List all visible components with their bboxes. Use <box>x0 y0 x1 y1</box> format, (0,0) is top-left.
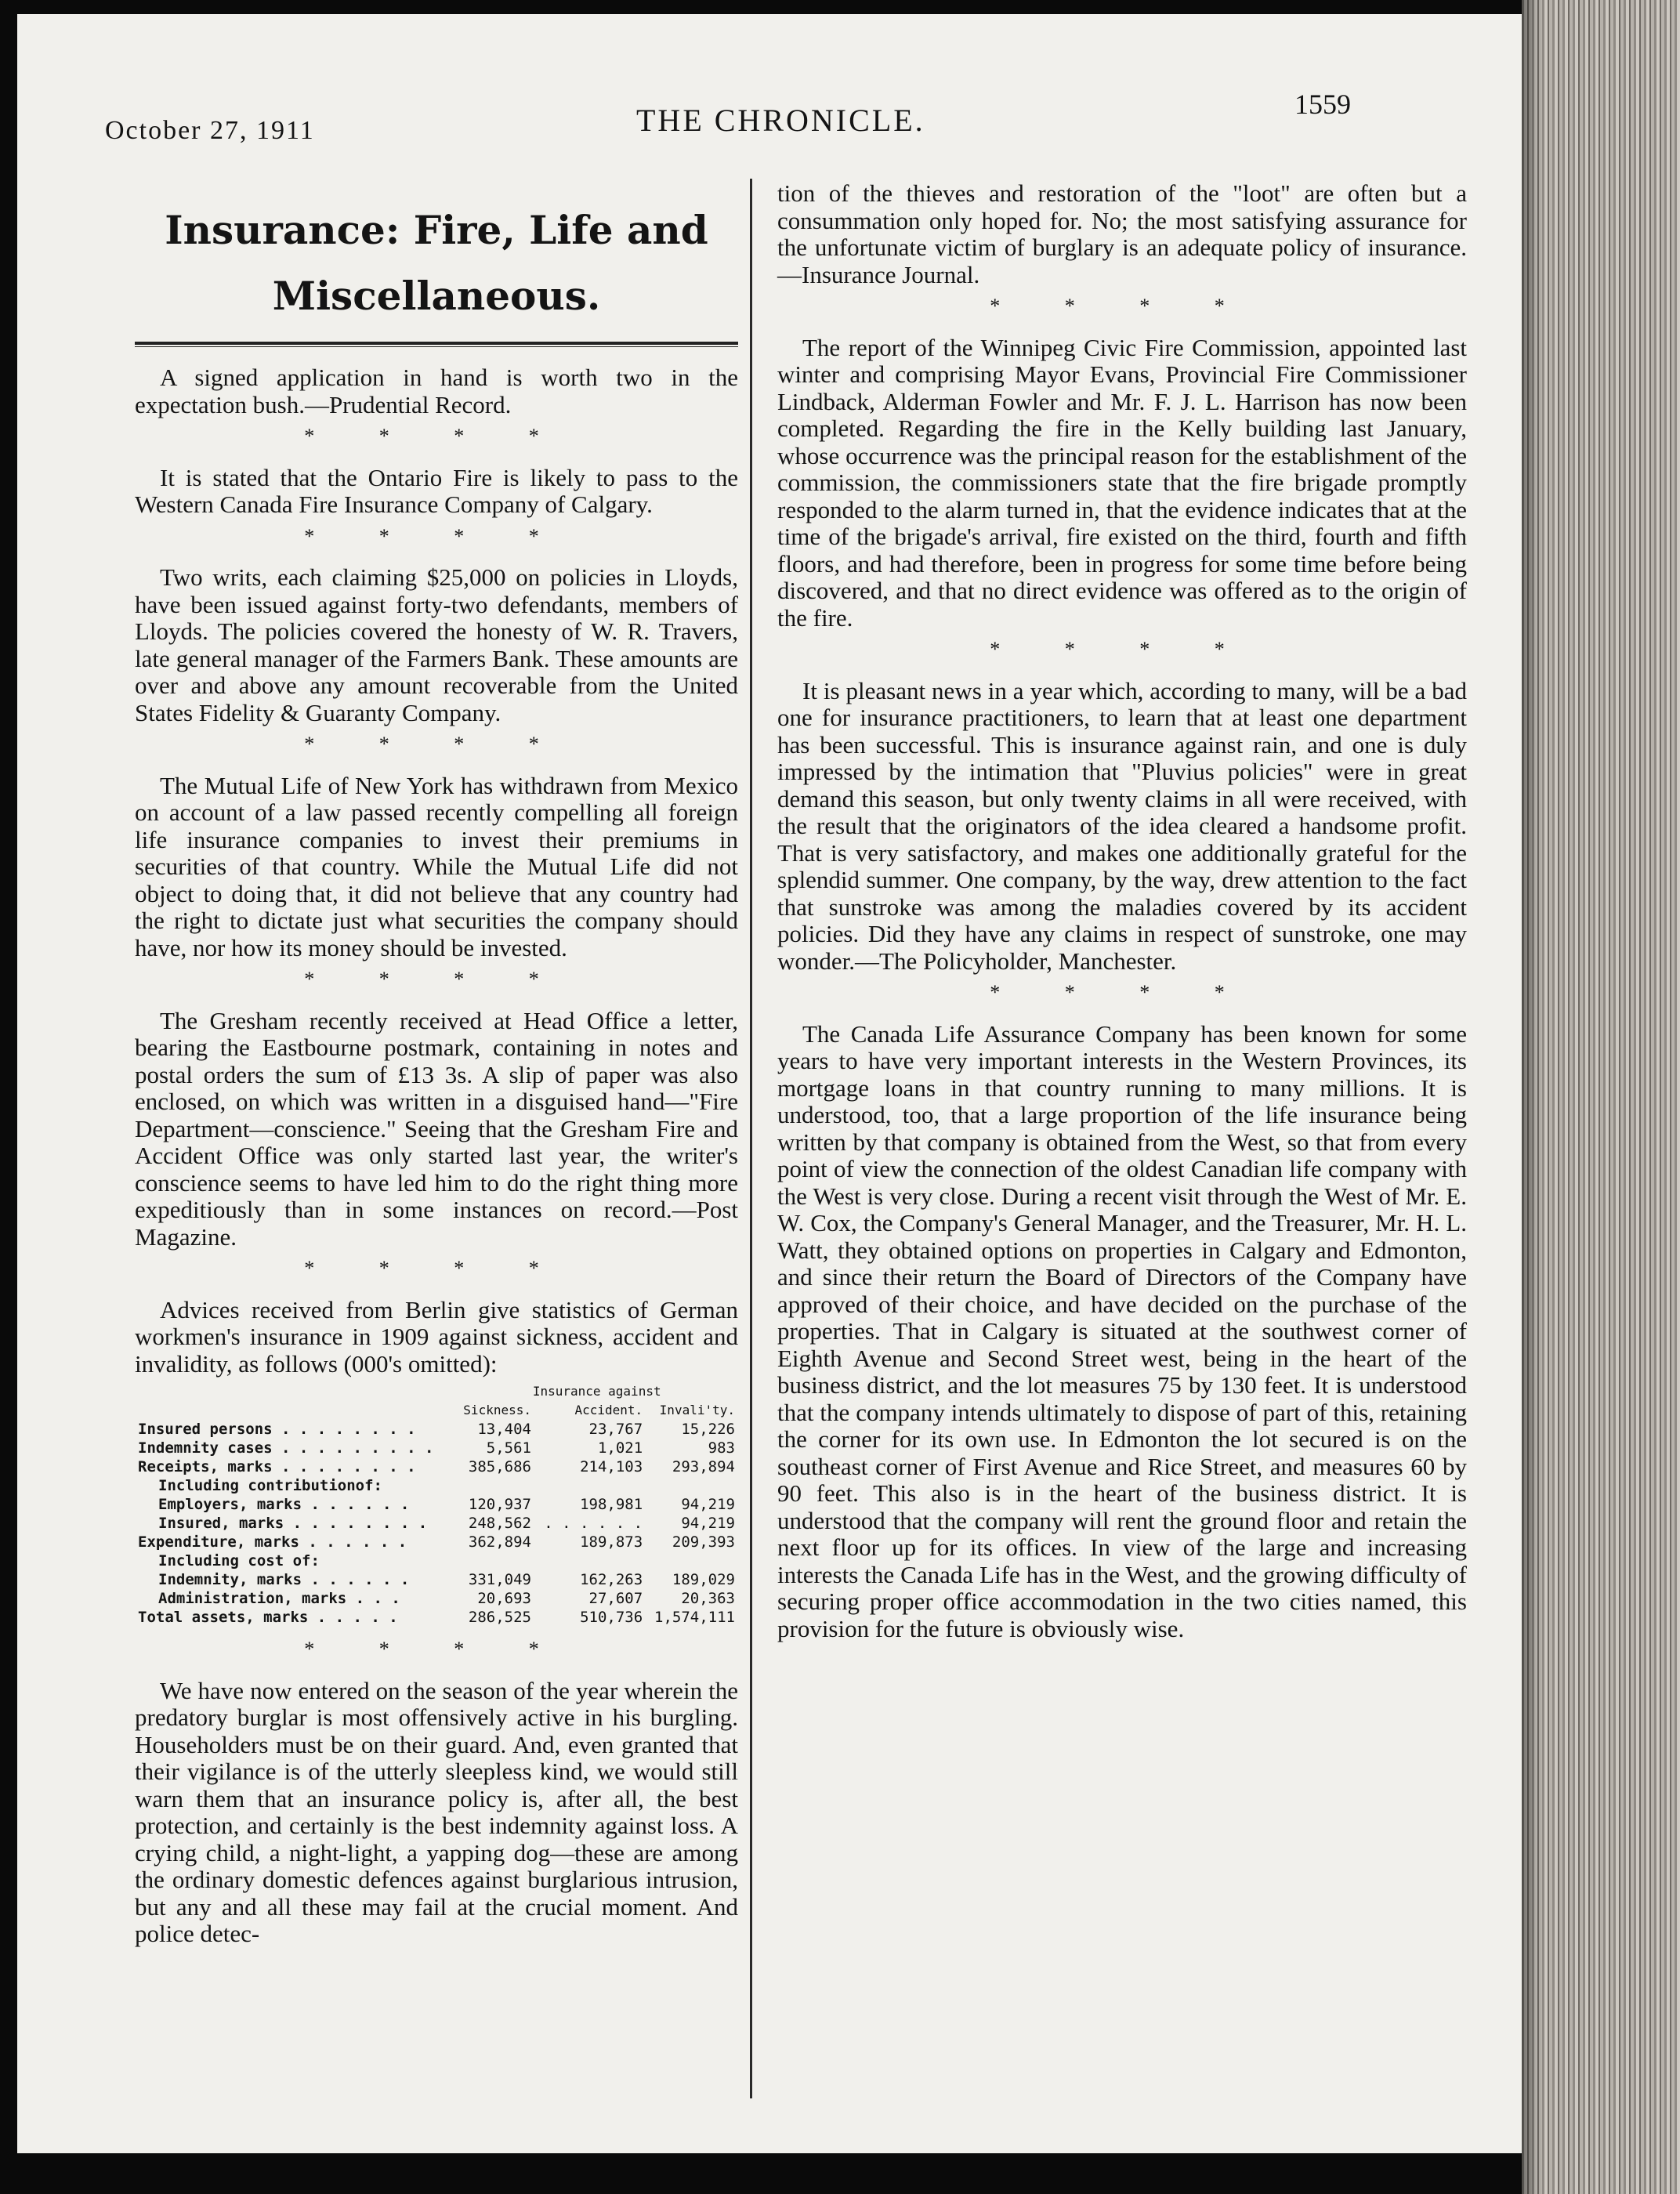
cell-accident: 162,263 <box>580 1571 643 1588</box>
cell-invalidity: 94,219 <box>681 1515 735 1532</box>
cell-sickness: 120,937 <box>468 1496 531 1513</box>
cell-invalidity: 94,219 <box>681 1496 735 1513</box>
article-winnipeg-commission: The report of the Winnipeg Civic Fire Commission, appointed last winter and comprising Mayor Evans, Provincial Fire Commissioner Lindback, Alderman Fowler and Mr. F. J. L. Harrison has now been completed. Regarding the fire in the Kelly building last January, whose occurrence was the principal reason for the establishment of the commission, the commissioners state that the fire brigade promptly responded to the alarm turned in, that the evidence indicates that at the time of the brigade's arrival, fire existed on the third, fourth and fifth floors, and had therefore, been in progress for some time before being discovered, and that no direct evidence was offered as to the origin of the fire. <box>777 333 1467 632</box>
table-row <box>135 1570 738 1589</box>
column-header-sickness: Sickness. <box>463 1403 531 1417</box>
title-rule-thin <box>135 346 738 347</box>
row-label: Administration, marks . . . <box>158 1590 400 1607</box>
table-row <box>135 1608 738 1627</box>
cell-sickness: 248,562 <box>468 1515 531 1532</box>
table-row <box>135 1476 738 1495</box>
table-row <box>135 1589 738 1608</box>
table-group-header: Insurance against <box>532 1384 661 1399</box>
insurance-statistics-table <box>135 1382 738 1627</box>
cell-accident: 214,103 <box>580 1458 643 1475</box>
cell-invalidity <box>646 1551 738 1570</box>
row-label: Insured persons . . . . . . . . <box>138 1421 416 1438</box>
row-label: Indemnity cases . . . . . . . . . <box>138 1439 434 1457</box>
table-row <box>135 1457 738 1476</box>
cell-invalidity: 209,393 <box>672 1533 735 1551</box>
row-label: Employers, marks . . . . . . <box>158 1496 410 1513</box>
table-row <box>135 1514 738 1533</box>
separator-stars: * * * * <box>304 733 569 755</box>
cell-accident: 189,873 <box>580 1533 643 1551</box>
cell-accident: 23,767 <box>588 1421 643 1438</box>
section-title-line1: Insurance: Fire, Life and <box>165 207 708 253</box>
row-label: Expenditure, marks . . . . . . <box>138 1533 407 1551</box>
row-label: Receipts, marks . . . . . . . . <box>138 1458 416 1475</box>
table-group-header-row <box>135 1382 738 1401</box>
cell-sickness: 5,561 <box>486 1439 531 1457</box>
article-canada-life: The Canada Life Assurance Company has been known for some years to have very important interests in the Western Provinces, its mortgage loans in that country running to many millions. It is understood, too, that a large proportion of the life insurance being written by that company is obtained from the West, so that from every point of view the connection of the oldest Canadian life company with the West is very close. During a recent visit through the West of Mr. E. W. Cox, the Company's General Manager, and the Treasurer, Mr. H. L. Watt, they obtained options on properties in Calgary and Edmonton, and since their return the Board of Directors of the Company have approved of their choice, and have decided on the purchase of the properties. That in Calgary is situated at the southwest corner of Eighth Avenue and Second Street west, being in the heart of the business district, and the lot measures 75 by 130 feet. It is understood that the company intends ultimately to dispose of part of this, retaining the corner for its own use. In Edmonton the lot secured is on the southeast corner of First Avenue and Rice Street, and measures 60 by 90 feet. This also is in the heart of the business district. It is understood that the company will rent the ground floor and retain the next floor up for its offices. In view of the large and increasing interests the Canada Life has in the West, and the growing difficulty of securing proper office accommodation in the two cities named, this provision for the future is obviously wise. <box>777 1019 1467 1642</box>
publication-title: THE CHRONICLE. <box>636 103 925 138</box>
column-divider <box>750 179 752 2098</box>
article-rain-insurance: It is pleasant news in a year which, according to many, will be a bad one for insurance practitioners, to learn that at least one department has been successful. This is insurance against rain, and one is duly impressed by the intimation that "Pluvius policies" were in great demand this season, but only twenty claims in all were received, with the result that the originators of the idea cleared a handsome profit. That is very satisfactory, and makes one additionally grateful for the splendid summer. One company, by the way, drew attention to the fact that sunstroke was among the maladies covered by its accident policies. Did they have any claims in respect of sunstroke, one may wonder.—The Policyholder, Manchester. <box>777 676 1467 975</box>
cell-accident: 27,607 <box>588 1590 643 1607</box>
article-burglary-continued: tion of the thieves and restoration of the "loot" are often but a consummation only hoped for. No; the most satisfying assurance for the unfortunate victim of burglary is an adequate policy of insurance.—Insurance Journal. <box>777 179 1467 288</box>
column-header-invalidity: Invali'ty. <box>659 1403 735 1417</box>
row-label: Indemnity, marks . . . . . . <box>158 1571 410 1588</box>
separator-stars: * * * * <box>304 524 569 548</box>
cell-sickness: 385,686 <box>468 1458 531 1475</box>
article-prudential: A signed application in hand is worth two in the expectation bush.—Prudential Record. <box>135 364 738 418</box>
cell-accident: 198,981 <box>580 1496 643 1513</box>
cell-accident <box>534 1551 646 1570</box>
cell-sickness: 13,404 <box>477 1421 531 1438</box>
page <box>17 14 1522 2153</box>
cell-accident: 1,021 <box>597 1439 643 1457</box>
right-column <box>777 180 1467 1647</box>
section-title-line2: Miscellaneous. <box>272 273 601 319</box>
cell-invalidity: 983 <box>708 1439 735 1457</box>
row-label: Including contributionof: <box>158 1477 382 1494</box>
separator-stars: * * * * <box>990 638 1255 661</box>
binding-shadow <box>1522 0 1542 2194</box>
section-title <box>135 197 738 329</box>
table-row <box>135 1439 738 1457</box>
separator-stars: * * * * <box>304 425 569 447</box>
issue-date: October 27, 1911 <box>105 116 315 145</box>
cell-invalidity: 1,574,111 <box>654 1609 735 1626</box>
cell-sickness: 286,525 <box>468 1609 531 1626</box>
cell-sickness <box>455 1476 534 1495</box>
row-label: Including cost of: <box>158 1552 320 1569</box>
left-column <box>135 191 738 1953</box>
page-number: 1559 <box>1294 89 1351 120</box>
separator-stars: * * * * <box>304 1257 569 1280</box>
article-ontario-fire: It is stated that the Ontario Fire is likely to pass to the Western Canada Fire Insurance Company of Calgary. <box>135 463 738 518</box>
cell-invalidity: 293,894 <box>672 1458 735 1475</box>
separator-stars: * * * * <box>990 981 1255 1004</box>
title-rule <box>135 342 738 345</box>
article-burglary: We have now entered on the season of the year wherein the predatory burglar is most offensively active in his burgling. Householders must be on their guard. And, even granted that their vigilance is of the utterly sleepless kind, we would still warn them that an insurance policy is, after all, the best protection, and certainly is the best indemnity against loss. A crying child, a night-light, a yapping dog—these are among the ordinary domestic defences against burglarious intrusion, but any and all these may fail at the crucial moment. And police detec- <box>135 1676 738 1947</box>
cell-invalidity: 189,029 <box>672 1571 735 1588</box>
cell-sickness: 362,894 <box>468 1533 531 1551</box>
article-gresham: The Gresham recently received at Head Office a letter, bearing the Eastbourne postmark, containing in notes and postal orders the sum of £13 3s. A slip of paper was also enclosed, on which was written in a disguised hand—"Fire Department—conscience." Seeing that the Gresham Fire and Accident Office was only started last year, the writer's conscience seems to have led him to do the right thing more expeditiously than in some instances on record.—Post Magazine. <box>135 1006 738 1251</box>
table-row <box>135 1420 738 1439</box>
row-label: Total assets, marks . . . . . <box>138 1609 398 1626</box>
cell-invalidity: 15,226 <box>681 1421 735 1438</box>
separator-stars: * * * * <box>304 1638 569 1660</box>
column-header-accident: Accident. <box>574 1403 643 1417</box>
table-row <box>135 1495 738 1514</box>
cell-sickness: 331,049 <box>468 1571 531 1588</box>
cell-invalidity: 20,363 <box>681 1590 735 1607</box>
cell-accident: 510,736 <box>580 1609 643 1626</box>
row-label: Insured, marks . . . . . . . . <box>158 1515 428 1532</box>
cell-sickness <box>455 1551 534 1570</box>
article-lloyds-writs: Two writs, each claiming $25,000 on policies in Lloyds, have been issued against forty-two defendants, members of Lloyds. The policies covered the honesty of W. R. Travers, late general manager of the Farmers Bank. These amounts are over and above any amount recoverable from the United States Fidelity & Guaranty Company. <box>135 563 738 726</box>
article-mutual-life: The Mutual Life of New York has withdrawn from Mexico on account of a law passed recently compelling all foreign life insurance companies to invest their premiums in securities of that country. While the Mutual Life did not object to doing that, it did not believe that any country had the right to dictate just what securities the company should have, nor how its money should be invested. <box>135 771 738 961</box>
table-header-row <box>135 1401 738 1420</box>
page-header <box>17 14 1522 171</box>
book-binding <box>1522 0 1680 2194</box>
table-row <box>135 1551 738 1570</box>
cell-sickness: 20,693 <box>477 1590 531 1607</box>
cell-accident <box>534 1476 646 1495</box>
separator-stars: * * * * <box>990 295 1255 317</box>
article-berlin-stats: Advices received from Berlin give statistics of German workmen's insurance in 1909 against sickness, accident and invalidity, as follows (000's omitted): <box>135 1295 738 1378</box>
cell-accident: . . . . . . <box>544 1515 643 1532</box>
table-row <box>135 1533 738 1551</box>
separator-stars: * * * * <box>304 968 569 990</box>
cell-invalidity <box>646 1476 738 1495</box>
